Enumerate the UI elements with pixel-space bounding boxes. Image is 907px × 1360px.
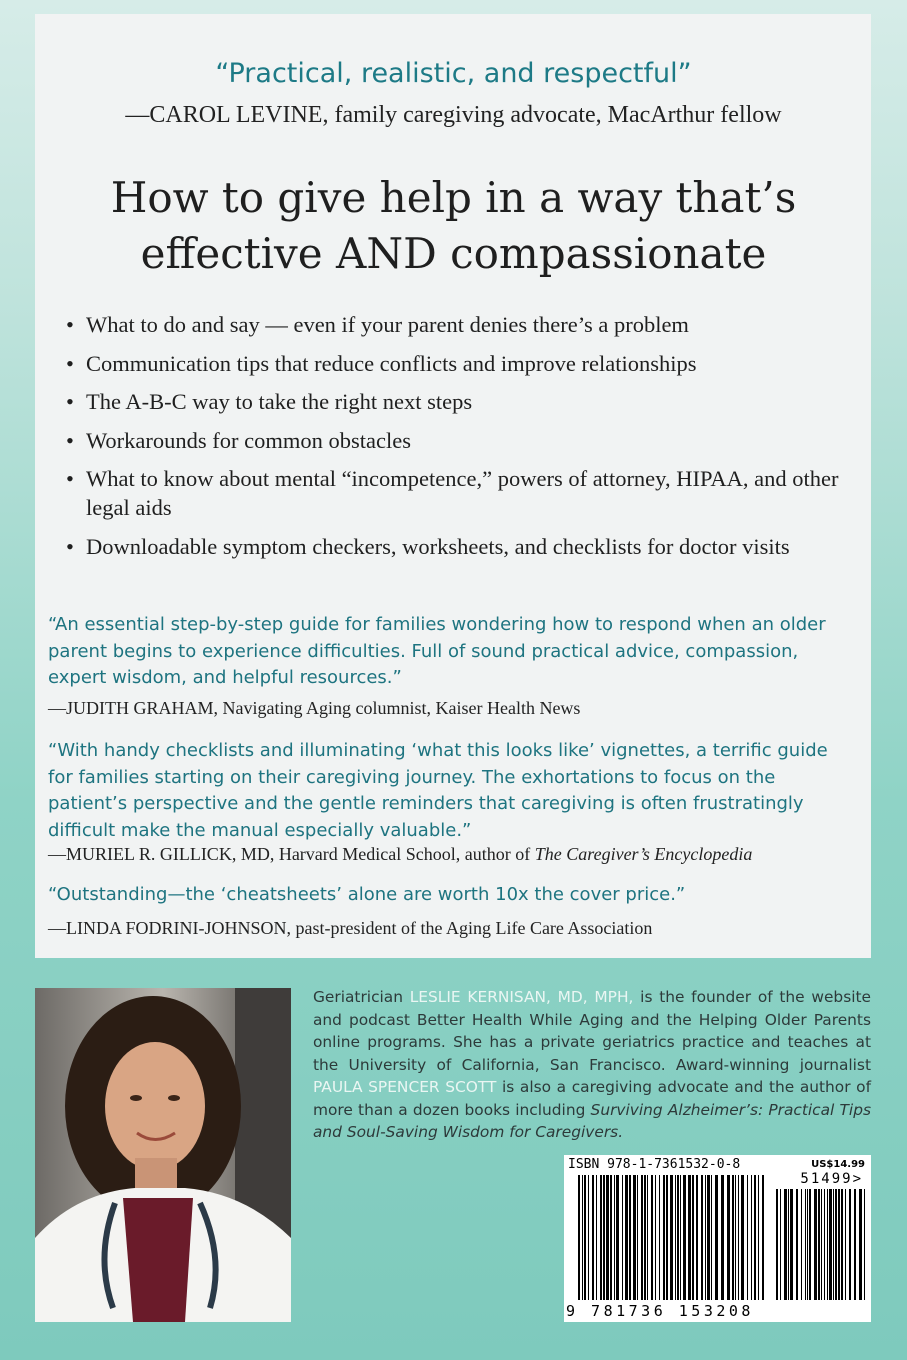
barcode-bar (670, 1175, 673, 1300)
price-code: 51499> (800, 1171, 863, 1187)
barcode-bar (701, 1175, 703, 1300)
bullet-dot-icon: • (66, 466, 74, 491)
bullet-item: • Downloadable symptom checkers, worksheets, and checklists for doctor visits (66, 533, 790, 559)
review-quote-3: “Outstanding—the ‘cheatsheets’ alone are worth 10x the cover price.” (48, 884, 686, 905)
barcode-bar (788, 1189, 789, 1300)
bullet-item: • What to do and say — even if your parent denies there’s a problem (66, 312, 689, 337)
barcode-bar (596, 1175, 597, 1300)
headline-line-1: How to give help in a way that’s (110, 173, 797, 222)
barcode-bar (592, 1175, 594, 1300)
bullet-item: • The A-B-C way to take the right next steps (66, 389, 473, 414)
barcode-bar (663, 1175, 665, 1300)
barcode-bar (824, 1189, 825, 1300)
barcode-bar (732, 1175, 734, 1300)
barcode-bar (814, 1189, 817, 1300)
price-text: US$14.99 (811, 1159, 865, 1170)
barcode-bar (776, 1189, 778, 1300)
barcode-bar (835, 1189, 837, 1300)
review-attribution-2: —MURIEL R. GILLICK, MD, Harvard Medical School, author of The Caregiver’s Encyclopedia (48, 844, 753, 864)
barcode-bar (655, 1175, 656, 1300)
barcode-bar (659, 1175, 660, 1300)
review-attribution-3: —LINDA FODRINI-JOHNSON, past-president of the Aging Life Care Association (48, 918, 653, 938)
isbn-text: ISBN 978-1-7361532-0-8 (568, 1157, 741, 1172)
bullet-dot-icon: • (66, 427, 74, 453)
headline-line-2: effective AND compassionate (140, 229, 767, 278)
barcode-bar (707, 1175, 710, 1300)
barcode-bar (584, 1175, 586, 1300)
barcode-bar (758, 1175, 759, 1300)
review-attribution-1: —JUDITH GRAHAM, Navigating Aging columnist, Kaiser Health News (48, 698, 581, 718)
barcode-bar (754, 1175, 756, 1300)
barcode-bar (805, 1189, 806, 1300)
barcode-bar (633, 1175, 636, 1300)
bullet-item: • Communication tips that reduce conflicts and improve relationships (66, 350, 697, 376)
barcode-bar (625, 1175, 628, 1300)
barcode-bar (859, 1189, 862, 1300)
barcode-bar (711, 1175, 712, 1300)
review-quote-2: “With handy checklists and illuminating ‘what this looks like’ vignettes, a terrific guide for families starting on their caregiving journey. The exhortations to focus on the patient’s perspective and the gentle reminders that caregiving is often frustratingly difficult make the manual especially valuable.” (48, 740, 828, 841)
barcode-bar (675, 1175, 676, 1300)
barcode-bar (610, 1175, 612, 1300)
barcode-bar (644, 1175, 646, 1300)
barcode-bar (666, 1175, 668, 1300)
bullet-dot-icon: • (66, 312, 74, 337)
barcode-bar (721, 1175, 724, 1300)
barcode-bar (614, 1175, 615, 1300)
author-photo (35, 988, 291, 1322)
ean-text: 9 781736 153208 (566, 1302, 754, 1320)
barcode-bar (864, 1189, 865, 1300)
barcode (564, 1155, 871, 1322)
barcode-bar (829, 1189, 832, 1300)
barcode-bar (838, 1189, 840, 1300)
barcode-bar (680, 1175, 681, 1300)
barcode-bar (692, 1175, 694, 1300)
barcode-bar (807, 1189, 808, 1300)
barcode-bar (647, 1175, 648, 1300)
barcode-bar (784, 1189, 787, 1300)
bullet-dot-icon: • (66, 389, 74, 414)
top-quote-attribution: —CAROL LEVINE, family caregiving advocate, MacArthur fellow (125, 102, 782, 128)
barcode-bar (801, 1189, 802, 1300)
review-quote-1: “An essential step-by-step guide for families wondering how to respond when an older parent begins to experience difficulties. Full of sound practical advice, compassion, expert wisdom, and helpful resources.” (48, 614, 826, 688)
barcode-bar (688, 1175, 691, 1300)
barcode-bar (827, 1189, 828, 1300)
barcode-bar (780, 1189, 781, 1300)
barcode-bar (616, 1175, 619, 1300)
barcode-bar (600, 1175, 602, 1300)
bullet-dot-icon: • (66, 533, 74, 559)
author-name-2: PAULA SPENCER SCOTT (313, 1078, 497, 1096)
barcode-bar (790, 1189, 793, 1300)
barcode-bar (629, 1175, 631, 1300)
bullet-list (62, 310, 858, 570)
book-title: The Caregiver’s Encyclopedia (534, 844, 753, 864)
barcode-bar (821, 1189, 822, 1300)
barcode-bar (818, 1189, 820, 1300)
barcode-bar (622, 1175, 623, 1300)
barcode-bar (641, 1175, 643, 1300)
barcode-bar (603, 1175, 605, 1300)
barcode-bar (705, 1175, 706, 1300)
barcode-bar (735, 1175, 736, 1300)
barcode-bar (751, 1175, 752, 1300)
barcode-bar (588, 1175, 589, 1300)
barcode-bar (841, 1189, 843, 1300)
barcode-bar (637, 1175, 638, 1300)
barcode-bar (727, 1175, 730, 1300)
book-title-2: Surviving Alzheimer’s: Practical Tips and Soul-Saving Wisdom for Caregivers. (313, 1100, 871, 1141)
bullet-item: • What to know about mental “incompetence,” powers of attorney, HIPAA, and other legal aids (66, 466, 839, 520)
bullet-dot-icon: • (66, 350, 74, 376)
barcode-bar (715, 1175, 718, 1300)
barcode-bar (762, 1175, 764, 1300)
barcode-bar (741, 1175, 744, 1300)
barcode-bar (582, 1175, 583, 1300)
barcode-bar (677, 1175, 679, 1300)
barcode-bar (845, 1189, 846, 1300)
barcode-bar (796, 1189, 798, 1300)
barcode-bar (696, 1175, 698, 1300)
headline (0, 170, 907, 282)
barcode-bar (747, 1175, 748, 1300)
barcode-bars (564, 1155, 871, 1322)
barcode-bar (809, 1189, 811, 1300)
barcode-bar (738, 1175, 739, 1300)
author-bio: Geriatrician LESLIE KERNISAN, MD, MPH, is the founder of the website and podcast Better Health While Aging and the Helping Older Parents online programs. She has a private geriatrics practice and teaches at the University of California, San Francisco. Award-winning journalist PAULA SPENCER SCOTT is also a caregiving advocate and the author of more than a dozen books including Surviving Alzheimer’s: Practical Tips and Soul-Saving Wisdom for Caregivers. (313, 988, 872, 1141)
barcode-bar (578, 1175, 580, 1300)
barcode-bar (849, 1189, 851, 1300)
author-name-1: LESLIE KERNISAN, MD, MPH, (409, 988, 634, 1006)
barcode-bar (854, 1189, 856, 1300)
barcode-bar (606, 1175, 609, 1300)
barcode-bar (833, 1189, 834, 1300)
top-quote: “Practical, realistic, and respectful” (215, 58, 692, 89)
bullet-item: • Workarounds for common obstacles (66, 427, 411, 453)
barcode-bar (683, 1175, 686, 1300)
barcode-bar (651, 1175, 653, 1300)
